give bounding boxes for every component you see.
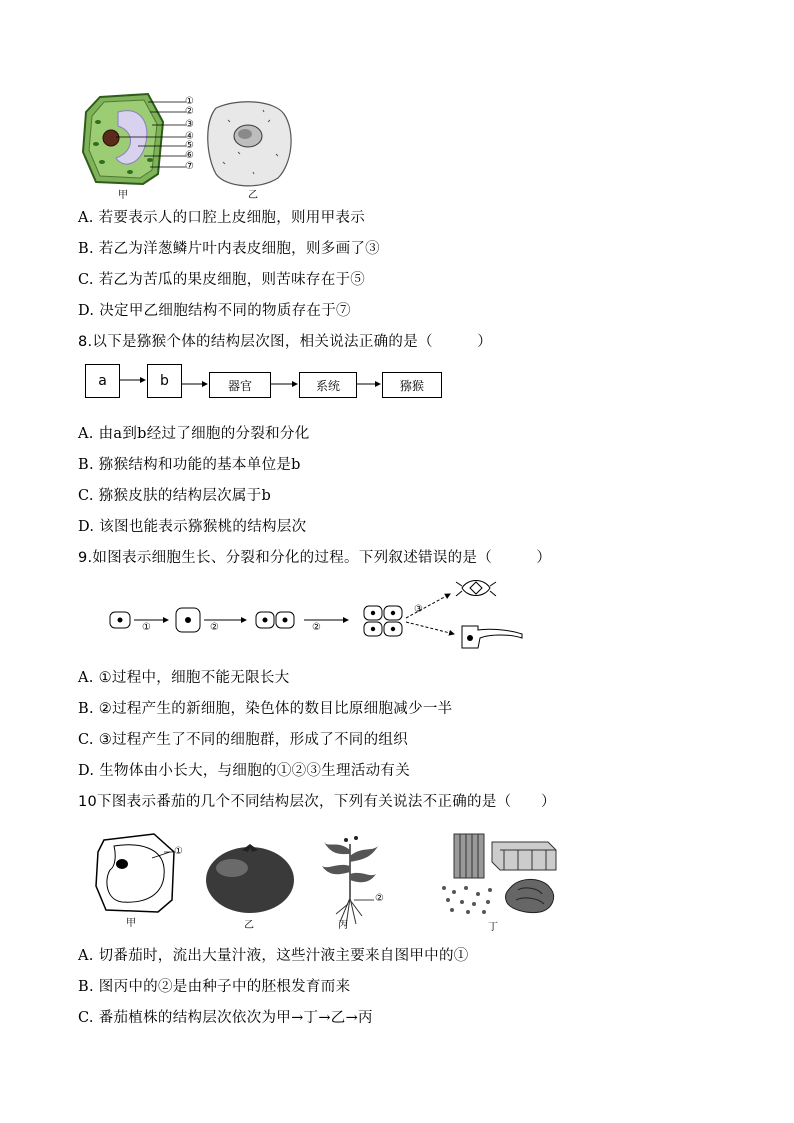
q10-option-b: B. 图丙中的②是由种子中的胚根发育而来 [78, 979, 351, 995]
label-jia: 甲 [118, 190, 128, 201]
box-b: b [147, 364, 182, 398]
q8-option-b: B. 猕猴结构和功能的基本单位是b [78, 457, 301, 473]
box-organ: 器官 [209, 372, 271, 398]
q9-stem: 9.如图表示细胞生长、分裂和分化的过程。下列叙述错误的是（ ） [78, 550, 552, 566]
marker-7: ⑦ [185, 161, 194, 172]
q10-label-yi: 乙 [244, 920, 254, 931]
box-a: a [85, 364, 120, 398]
q10-label-ding: 丁 [488, 922, 498, 933]
q10-option-c: C. 番茄植株的结构层次依次为甲→丁→乙→丙 [78, 1010, 373, 1026]
label-yi: 乙 [248, 190, 258, 201]
tomato-levels-diagram [92, 830, 572, 930]
marker-1: ① [185, 96, 194, 107]
figure-q9 [106, 576, 536, 656]
q10-label-bing: 丙 [338, 920, 348, 931]
q7-option-a: A. 若要表示人的口腔上皮细胞，则用甲表示 [78, 210, 365, 226]
q7-option-b: B. 若乙为洋葱鳞片叶内表皮细胞，则多画了③ [78, 241, 380, 257]
marker-5: ⑤ [185, 140, 194, 151]
q7-option-d: D. 决定甲乙细胞结构不同的物质存在于⑦ [78, 303, 351, 319]
step-3: ③ [414, 604, 423, 615]
marker-2: ② [185, 106, 194, 117]
cell-process-diagram [106, 576, 536, 656]
step-2b: ② [312, 622, 321, 633]
box-monkey: 猕猴 [382, 372, 442, 398]
q8-flowchart [85, 364, 445, 400]
q8-stem: 8.以下是猕猴个体的结构层次图，相关说法正确的是（ ） [78, 334, 493, 350]
marker-3: ③ [185, 119, 194, 130]
q10-option-a: A. 切番茄时，流出大量汁液，这些汁液主要来自图甲中的① [78, 948, 469, 964]
q10-marker-2: ② [375, 893, 384, 904]
box-system: 系统 [299, 372, 357, 398]
q10-label-jia: 甲 [126, 918, 136, 929]
q8-option-d: D. 该图也能表示猕猴桃的结构层次 [78, 519, 307, 535]
step-2a: ② [210, 622, 219, 633]
q8-option-c: C. 猕猴皮肤的结构层次属于b [78, 488, 272, 504]
q7-option-c: C. 若乙为苦瓜的果皮细胞，则苦味存在于⑤ [78, 272, 366, 288]
q9-option-c: C. ③过程产生了不同的细胞群，形成了不同的组织 [78, 732, 408, 748]
marker-4: ④ [185, 131, 194, 142]
flowchart-arrows [85, 364, 445, 400]
q10-stem: 10下图表示番茄的几个不同结构层次，下列有关说法不正确的是（ ） [78, 794, 556, 810]
marker-6: ⑥ [185, 150, 194, 161]
step-1: ① [142, 622, 151, 633]
q9-option-b: B. ②过程产生的新细胞，染色体的数目比原细胞减少一半 [78, 701, 453, 717]
q9-option-a: A. ①过程中，细胞不能无限长大 [78, 670, 290, 686]
q8-option-a: A. 由a到b经过了细胞的分裂和分化 [78, 426, 310, 442]
q9-option-d: D. 生物体由小长大，与细胞的①②③生理活动有关 [78, 763, 411, 779]
figure-q10 [92, 830, 572, 933]
figure-q7 [78, 92, 308, 202]
q10-marker-1: ① [174, 846, 183, 857]
